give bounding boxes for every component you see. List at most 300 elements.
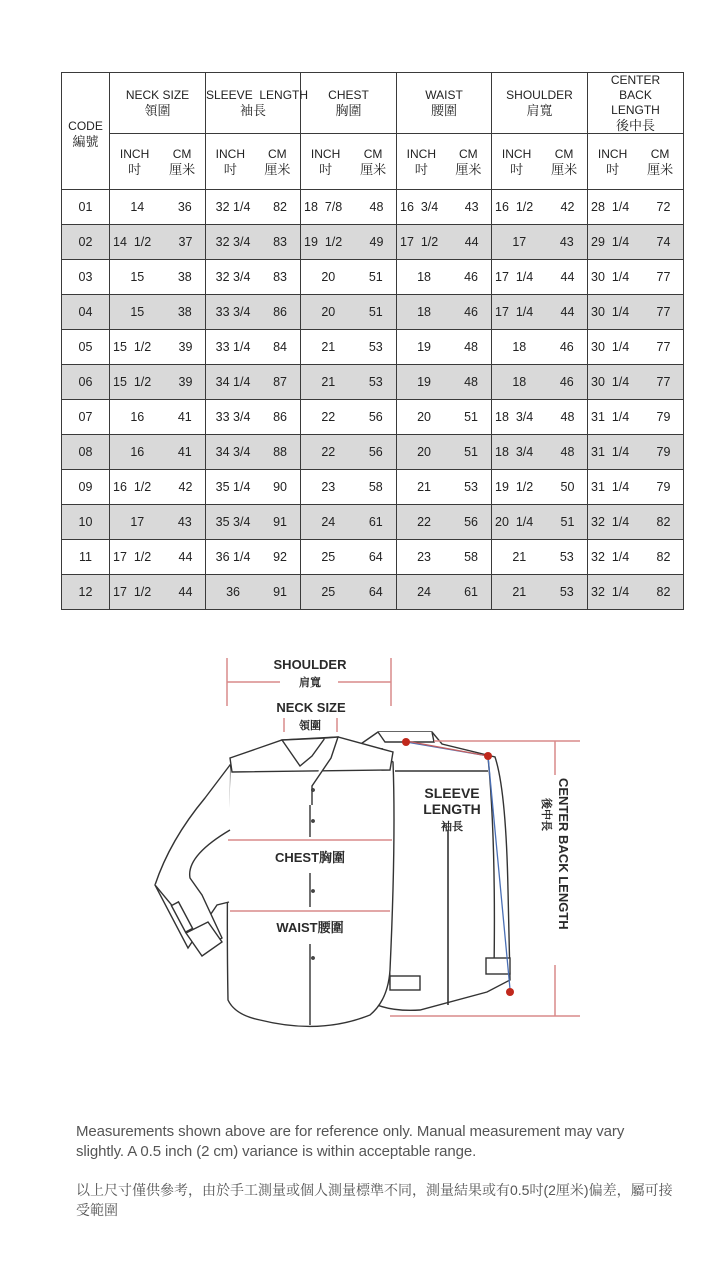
cbl-inch-value: 31 1/4 xyxy=(591,445,630,459)
code-header xyxy=(62,73,110,190)
neck-cell xyxy=(110,400,206,435)
chest-inch-value: 25 xyxy=(321,550,336,564)
neck-size-en: NECK SIZE xyxy=(125,88,190,102)
neck-inch-value: 17 1/2 xyxy=(113,585,152,599)
unit-header xyxy=(492,134,588,190)
waist-inch-value: 16 3/4 xyxy=(400,200,439,214)
waist-inch-value: 19 xyxy=(417,375,431,389)
sleeve-cell xyxy=(206,365,301,400)
chest-header xyxy=(301,73,397,134)
waist-inch-value: 20 xyxy=(417,445,431,459)
neck-cm-value: 43 xyxy=(177,515,192,529)
cbl-cm-value: 77 xyxy=(656,305,671,319)
shoulder-cell xyxy=(492,295,588,330)
neck-cm-value: 38 xyxy=(177,305,192,319)
neck-cm-value: 36 xyxy=(177,200,192,214)
chest-cell xyxy=(301,225,397,260)
waist-inch-value: 22 xyxy=(417,515,431,529)
waist-cm-value: 61 xyxy=(464,585,478,599)
sleeve-length-zh-label: 袖長 xyxy=(441,821,463,833)
cbl-cm-value: 82 xyxy=(656,550,671,564)
waist-cm-value: 46 xyxy=(464,305,478,319)
chest-inch-value: 22 xyxy=(321,445,336,459)
sleeve-cell xyxy=(206,470,301,505)
sleeve-inch-value: 36 xyxy=(226,585,240,599)
cbl-cell xyxy=(588,540,684,575)
table-row xyxy=(62,260,684,295)
chest-cm-value: 53 xyxy=(368,375,383,389)
cbl-cm-value: 82 xyxy=(656,585,671,599)
neck-inch-value: 17 1/2 xyxy=(113,550,152,564)
waist-header xyxy=(397,73,492,134)
shoulder-cell xyxy=(492,330,588,365)
shoulder-inch-value: 18 3/4 xyxy=(495,410,534,424)
inch-label: INCH xyxy=(406,146,436,161)
size-chart-table xyxy=(61,72,684,610)
neck-cell xyxy=(110,190,206,225)
waist-cell xyxy=(397,295,492,330)
sleeve-length-en: SLEEVE LENGTH xyxy=(206,88,309,102)
sleeve-cell xyxy=(206,190,301,225)
neck-cm-value: 42 xyxy=(178,480,193,494)
neck-cm-value: 39 xyxy=(178,375,193,389)
measurement-disclaimer-zh: 以上尺寸僅供參考，由於手工測量或個人測量標準不同，測量結果或有0.5吋(2厘米)偏差，屬可接受範圍 xyxy=(76,1182,673,1218)
table-row xyxy=(62,540,684,575)
chest-inch-value: 21 xyxy=(321,340,336,354)
cbl-inch-value: 32 1/4 xyxy=(591,585,630,599)
waist-cell xyxy=(397,330,492,365)
shoulder-cell xyxy=(492,365,588,400)
chest-inch-value: 19 1/2 xyxy=(304,235,343,249)
inch-zh-label: 吋 xyxy=(510,161,524,177)
table-row xyxy=(62,575,684,610)
cbl-cell xyxy=(588,190,684,225)
table-row xyxy=(62,365,684,400)
cbl-cell xyxy=(588,365,684,400)
waist-cell xyxy=(397,190,492,225)
code-cell: 02 xyxy=(62,225,110,260)
waist-en: WAIST xyxy=(425,88,463,102)
cbl-inch-value: 29 1/4 xyxy=(591,235,630,249)
sleeve-inch-value: 34 3/4 xyxy=(215,445,251,459)
shoulder-cell xyxy=(492,575,588,610)
unit-header xyxy=(588,134,684,190)
sleeve-cell xyxy=(206,225,301,260)
neck-cm-value: 38 xyxy=(177,270,192,284)
shoulder-cell xyxy=(492,260,588,295)
shoulder-inch-value: 20 1/4 xyxy=(495,515,534,529)
cbl-cell xyxy=(588,330,684,365)
cm-label: CM xyxy=(554,146,574,161)
waist-cm-value: 48 xyxy=(464,375,478,389)
sleeve-length-label-1: SLEEVE xyxy=(424,785,480,801)
sleeve-start-point xyxy=(402,738,410,746)
code-cell: 04 xyxy=(62,295,110,330)
sleeve-cm-value: 91 xyxy=(273,515,287,529)
waist-inch-value: 17 1/2 xyxy=(400,235,439,249)
unit-header xyxy=(397,134,492,190)
cbl-cm-value: 77 xyxy=(656,375,671,389)
sleeve-cm-value: 87 xyxy=(273,375,287,389)
neck-cell xyxy=(110,575,206,610)
chest-cm-value: 56 xyxy=(368,410,383,424)
sleeve-cell xyxy=(206,400,301,435)
waist-cm-value: 44 xyxy=(464,235,479,249)
cbl-inch-value: 30 1/4 xyxy=(591,305,630,319)
neck-inch-value: 15 1/2 xyxy=(113,340,152,354)
chest-cm-value: 48 xyxy=(369,200,384,214)
cm-label: CM xyxy=(363,146,383,161)
unit-header xyxy=(110,134,206,190)
cbl-cell xyxy=(588,225,684,260)
waist-cell xyxy=(397,470,492,505)
cm-label: CM xyxy=(267,146,287,161)
chest-cm-value: 64 xyxy=(368,585,383,599)
inch-zh-label: 吋 xyxy=(319,161,333,177)
shoulder-cm-value: 42 xyxy=(560,200,575,214)
center-back-length-label: CENTER BACK LENGTH xyxy=(556,778,571,930)
cm-zh-label: 厘米 xyxy=(169,161,196,177)
sleeve-length-zh: 袖長 xyxy=(239,103,266,118)
waist-label: WAIST腰圍 xyxy=(276,920,344,935)
sleeve-cm-value: 82 xyxy=(273,200,287,214)
sleeve-cell xyxy=(206,540,301,575)
sleeve-cm-value: 86 xyxy=(273,305,287,319)
sleeve-mid-point xyxy=(484,752,492,760)
unit-header xyxy=(301,134,397,190)
table-row xyxy=(62,470,684,505)
inch-zh-label: 吋 xyxy=(223,161,237,177)
chest-cell xyxy=(301,400,397,435)
shoulder-cm-value: 43 xyxy=(559,235,574,249)
neck-size-label: NECK SIZE xyxy=(276,700,346,715)
center-back-length-en: CENTER BACK LENGTH xyxy=(610,73,667,117)
waist-cell xyxy=(397,540,492,575)
waist-inch-value: 20 xyxy=(417,410,431,424)
waist-inch-value: 23 xyxy=(417,550,431,564)
cbl-cm-value: 82 xyxy=(656,515,671,529)
code-cell: 01 xyxy=(62,190,110,225)
chest-cell xyxy=(301,505,397,540)
cbl-cm-value: 79 xyxy=(656,445,671,459)
shoulder-cell xyxy=(492,225,588,260)
cbl-inch-value: 28 1/4 xyxy=(591,200,630,214)
shoulder-header xyxy=(492,73,588,134)
neck-inch-value: 17 xyxy=(130,515,145,529)
table-row xyxy=(62,435,684,470)
chest-cm-value: 49 xyxy=(369,235,384,249)
waist-cell xyxy=(397,435,492,470)
sleeve-cm-value: 92 xyxy=(273,550,287,564)
waist-cm-value: 43 xyxy=(464,200,479,214)
waist-inch-value: 18 xyxy=(417,270,431,284)
inch-label: INCH xyxy=(597,146,628,161)
neck-inch-value: 15 xyxy=(130,305,145,319)
chest-inch-value: 20 xyxy=(321,270,336,284)
waist-cm-value: 53 xyxy=(464,480,478,494)
neck-cm-value: 39 xyxy=(178,340,193,354)
waist-cell xyxy=(397,260,492,295)
neck-size-zh: 領圍 xyxy=(144,103,171,118)
center-back-length-header xyxy=(588,73,684,134)
cbl-cell xyxy=(588,575,684,610)
chest-inch-value: 24 xyxy=(321,515,336,529)
inch-label: INCH xyxy=(215,146,245,161)
shoulder-cm-value: 46 xyxy=(559,340,574,354)
cbl-inch-value: 30 1/4 xyxy=(591,270,630,284)
neck-cm-value: 41 xyxy=(177,410,192,424)
shoulder-cell xyxy=(492,190,588,225)
neck-cell xyxy=(110,540,206,575)
code-cell: 08 xyxy=(62,435,110,470)
inch-label: INCH xyxy=(501,146,532,161)
cbl-inch-value: 30 1/4 xyxy=(591,340,630,354)
chest-inch-value: 22 xyxy=(321,410,336,424)
center-back-length-zh-label: 後中長 xyxy=(540,798,552,831)
neck-cm-value: 44 xyxy=(178,585,193,599)
shoulder-en: SHOULDER xyxy=(506,88,573,102)
sleeve-cell xyxy=(206,435,301,470)
cm-zh-label: 厘米 xyxy=(264,161,291,177)
neck-size-zh-label: 領圍 xyxy=(299,720,321,732)
table-row xyxy=(62,505,684,540)
sleeve-cell xyxy=(206,575,301,610)
cm-zh-label: 厘米 xyxy=(360,161,387,177)
shoulder-cell xyxy=(492,400,588,435)
waist-cm-value: 56 xyxy=(464,515,478,529)
sleeve-end-point xyxy=(506,988,514,996)
cbl-cell xyxy=(588,260,684,295)
table-row xyxy=(62,225,684,260)
neck-cell xyxy=(110,505,206,540)
neck-inch-value: 14 1/2 xyxy=(113,235,152,249)
waist-cell xyxy=(397,575,492,610)
inch-label: INCH xyxy=(310,146,341,161)
chest-cm-value: 53 xyxy=(368,340,383,354)
code-cell: 10 xyxy=(62,505,110,540)
waist-cm-value: 58 xyxy=(464,550,478,564)
sleeve-inch-value: 32 3/4 xyxy=(215,270,251,284)
neck-cell xyxy=(110,260,206,295)
shoulder-zh-label: 肩寬 xyxy=(299,677,321,689)
chest-label: CHEST胸圍 xyxy=(274,850,346,865)
cm-zh-label: 厘米 xyxy=(551,161,578,177)
code-cell: 12 xyxy=(62,575,110,610)
table-row xyxy=(62,400,684,435)
waist-cell xyxy=(397,400,492,435)
neck-inch-value: 16 xyxy=(130,445,145,459)
cm-label: CM xyxy=(172,146,192,161)
sleeve-cm-value: 88 xyxy=(273,445,287,459)
neck-cell xyxy=(110,435,206,470)
shoulder-inch-value: 21 xyxy=(512,550,527,564)
shoulder-cm-value: 44 xyxy=(560,270,575,284)
waist-cm-value: 51 xyxy=(464,410,478,424)
shoulder-cell xyxy=(492,505,588,540)
cbl-cm-value: 77 xyxy=(656,270,671,284)
cbl-inch-value: 31 1/4 xyxy=(591,410,630,424)
inch-zh-label: 吋 xyxy=(128,161,142,177)
code-cell: 03 xyxy=(62,260,110,295)
chest-cm-value: 56 xyxy=(368,445,383,459)
inch-zh-label: 吋 xyxy=(606,161,620,177)
waist-cell xyxy=(397,365,492,400)
sleeve-inch-value: 32 3/4 xyxy=(215,235,251,249)
cbl-cell xyxy=(588,295,684,330)
neck-cm-value: 44 xyxy=(178,550,193,564)
code-cell: 09 xyxy=(62,470,110,505)
shoulder-inch-value: 18 xyxy=(512,340,527,354)
cbl-inch-value: 30 1/4 xyxy=(591,375,630,389)
table-row xyxy=(62,295,684,330)
sleeve-cell xyxy=(206,330,301,365)
waist-cell xyxy=(397,505,492,540)
cm-zh-label: 厘米 xyxy=(455,161,482,177)
cbl-cm-value: 72 xyxy=(656,200,671,214)
shoulder-cm-value: 48 xyxy=(560,445,575,459)
sleeve-cell xyxy=(206,505,301,540)
cbl-inch-value: 31 1/4 xyxy=(591,480,630,494)
neck-cell xyxy=(110,225,206,260)
code-cell: 05 xyxy=(62,330,110,365)
sleeve-inch-value: 34 1/4 xyxy=(215,375,251,389)
shoulder-cm-value: 46 xyxy=(559,375,574,389)
neck-inch-value: 15 1/2 xyxy=(113,375,152,389)
chest-cell xyxy=(301,295,397,330)
shoulder-cm-value: 48 xyxy=(560,410,575,424)
chest-cell xyxy=(301,330,397,365)
waist-cell xyxy=(397,225,492,260)
cbl-cm-value: 77 xyxy=(656,340,671,354)
code-header-zh: 編號 xyxy=(72,134,99,149)
shoulder-label: SHOULDER xyxy=(273,657,347,672)
chest-inch-value: 21 xyxy=(321,375,336,389)
cbl-cm-value: 74 xyxy=(656,235,671,249)
shoulder-inch-value: 17 1/4 xyxy=(495,270,534,284)
shoulder-zh: 肩寬 xyxy=(526,103,553,118)
chest-zh: 胸圍 xyxy=(335,103,362,118)
sleeve-cm-value: 91 xyxy=(273,585,287,599)
neck-size-header xyxy=(110,73,206,134)
shoulder-cell xyxy=(492,435,588,470)
chest-inch-value: 18 7/8 xyxy=(304,200,343,214)
sleeve-cm-value: 84 xyxy=(273,340,287,354)
cbl-cell xyxy=(588,505,684,540)
neck-cm-value: 41 xyxy=(177,445,192,459)
unit-header xyxy=(206,134,301,190)
sleeve-cm-value: 83 xyxy=(273,270,287,284)
sleeve-cm-value: 86 xyxy=(273,410,287,424)
sleeve-inch-value: 35 1/4 xyxy=(215,480,251,494)
waist-cm-value: 46 xyxy=(464,270,478,284)
inch-label: INCH xyxy=(119,146,150,161)
sleeve-inch-value: 35 3/4 xyxy=(215,515,251,529)
shoulder-cell xyxy=(492,470,588,505)
chest-cell xyxy=(301,260,397,295)
neck-cell xyxy=(110,330,206,365)
chest-cell xyxy=(301,540,397,575)
chest-cell xyxy=(301,435,397,470)
sleeve-inch-value: 36 1/4 xyxy=(215,550,251,564)
waist-inch-value: 19 xyxy=(417,340,431,354)
neck-inch-value: 16 1/2 xyxy=(113,480,152,494)
chest-cm-value: 51 xyxy=(368,270,383,284)
waist-cm-value: 51 xyxy=(464,445,478,459)
neck-inch-value: 15 xyxy=(130,270,145,284)
shoulder-inch-value: 19 1/2 xyxy=(495,480,534,494)
waist-zh: 腰圍 xyxy=(430,103,457,118)
shoulder-inch-value: 18 3/4 xyxy=(495,445,534,459)
chest-inch-value: 25 xyxy=(321,585,336,599)
neck-inch-value: 16 xyxy=(130,410,145,424)
sleeve-cell xyxy=(206,295,301,330)
shoulder-inch-value: 18 xyxy=(512,375,527,389)
sleeve-inch-value: 32 1/4 xyxy=(215,200,251,214)
sleeve-inch-value: 33 1/4 xyxy=(215,340,251,354)
chest-inch-value: 20 xyxy=(321,305,336,319)
neck-cell xyxy=(110,295,206,330)
sleeve-length-label-2: LENGTH xyxy=(423,801,481,817)
shoulder-cm-value: 53 xyxy=(559,585,574,599)
shirt-front-drawing xyxy=(155,737,394,1026)
sleeve-inch-value: 33 3/4 xyxy=(215,305,251,319)
sleeve-cell xyxy=(206,260,301,295)
cm-zh-label: 厘米 xyxy=(647,161,674,177)
code-cell: 07 xyxy=(62,400,110,435)
chest-cell xyxy=(301,575,397,610)
cbl-cell xyxy=(588,470,684,505)
chest-cm-value: 51 xyxy=(368,305,383,319)
table-row xyxy=(62,330,684,365)
chest-cm-value: 64 xyxy=(368,550,383,564)
shoulder-cm-value: 50 xyxy=(560,480,575,494)
measurement-disclaimer-en: Measurements shown above are for reference only. Manual measurement may vary slightly. A 0.5 inch (2 cm) variance is within acceptable range. xyxy=(76,1123,625,1160)
chest-inch-value: 23 xyxy=(321,480,336,494)
shoulder-inch-value: 17 1/4 xyxy=(495,305,534,319)
chest-cm-value: 61 xyxy=(368,515,383,529)
cbl-cm-value: 79 xyxy=(656,410,671,424)
chest-cell xyxy=(301,190,397,225)
chest-en: CHEST xyxy=(328,88,369,102)
shoulder-cell xyxy=(492,540,588,575)
neck-cell xyxy=(110,365,206,400)
sleeve-cm-value: 83 xyxy=(273,235,287,249)
shoulder-cm-value: 53 xyxy=(559,550,574,564)
inch-zh-label: 吋 xyxy=(414,161,428,177)
sleeve-inch-value: 33 3/4 xyxy=(215,410,251,424)
neck-cm-value: 37 xyxy=(178,235,193,249)
neck-inch-value: 14 xyxy=(130,200,145,214)
center-back-length-zh: 後中長 xyxy=(615,118,655,133)
cbl-cm-value: 79 xyxy=(656,480,671,494)
shoulder-inch-value: 16 1/2 xyxy=(495,200,534,214)
cbl-inch-value: 32 1/4 xyxy=(591,515,630,529)
shoulder-inch-value: 21 xyxy=(512,585,527,599)
table-row xyxy=(62,190,684,225)
shoulder-cm-value: 44 xyxy=(560,305,575,319)
shoulder-cm-value: 51 xyxy=(560,515,575,529)
cm-label: CM xyxy=(458,146,478,161)
cbl-inch-value: 32 1/4 xyxy=(591,550,630,564)
shoulder-inch-value: 17 xyxy=(512,235,527,249)
waist-cm-value: 48 xyxy=(464,340,478,354)
chest-cell xyxy=(301,470,397,505)
code-header-en: CODE xyxy=(68,119,103,133)
waist-inch-value: 21 xyxy=(417,480,431,494)
sleeve-cm-value: 90 xyxy=(273,480,287,494)
waist-inch-value: 18 xyxy=(417,305,431,319)
waist-inch-value: 24 xyxy=(417,585,431,599)
